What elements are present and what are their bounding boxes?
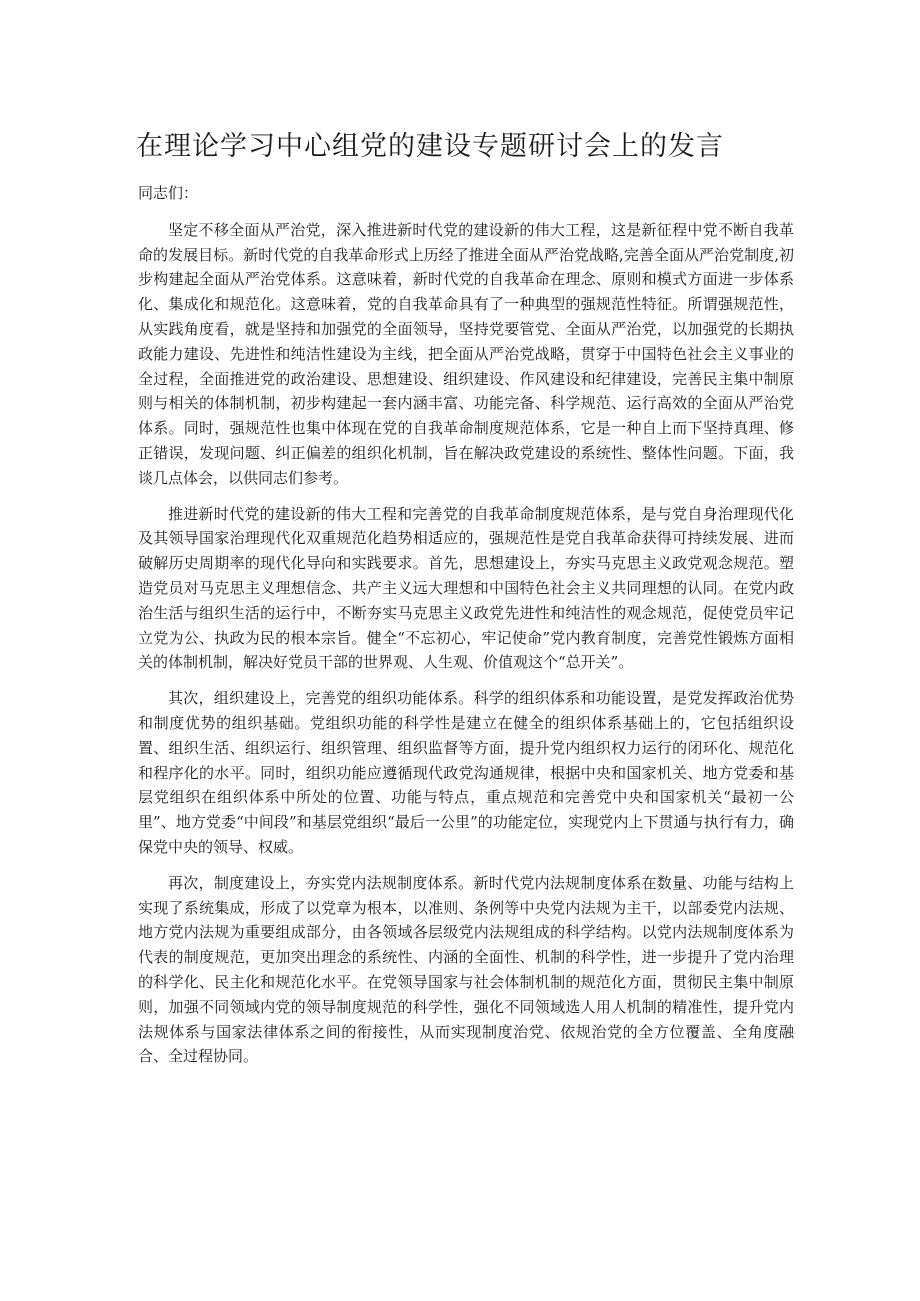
paragraph-3: 其次，组织建设上，完善党的组织功能体系。科学的组织体系和功能设置，是党发挥政治优势和制度优势的组织基础。党组织功能的科学性是建立在健全的组织体系基础上的，它包括组织设置、组织生活、组织运行、组织管理、组织监督等方面，提升党内组织权力运行的闭环化、规范化和程序化的水平。同时，组织功能应遵循现代政党沟通规律，根据中央和国家机关、地方党委和基层党组织在组织体系中所处的位置、功能与特点，重点规范和完善党中央和国家机关“最初一公里”、地方党委“中间段”和基层党组织“最后一公里”的功能定位，实现党内上下贯通与执行有力，确保党中央的领导、权威。 <box>138 689 794 856</box>
paragraph-1: 坚定不移全面从严治党，深入推进新时代党的建设新的伟大工程，这是新征程中党不断自我革命的发展目标。新时代党的自我革命形式上历经了推进全面从严治党战略,完善全面从严治党制度,初步构建起全面从严治党体系。这意味着，新时代党的自我革命在理念、原则和模式方面进一步体系化、集成化和规范化。这意味着，党的自我革命具有了一种典型的强规范性特征。所谓强规范性，从实践角度看，就是坚持和加强党的全面领导，坚持党要管党、全面从严治党，以加强党的长期执政能力建设、先进性和纯洁性建设为主线，把全面从严治党战略，贯穿于中国特色社会主义事业的全过程，全面推进党的政治建设、思想建设、组织建设、作风建设和纪律建设，完善民主集中制原则与相关的体制机制，初步构建起一套内涵丰富、功能完备、科学规范、运行高效的全面从严治党体系。同时，强规范性也集中体现在党的自我革命制度规范体系，它是一种自上而下坚持真理、修正错误，发现问题、纠正偏差的组织化机制，旨在解决政党建设的系统性、整体性问题。下面，我谈几点体会，以供同志们参考。 <box>138 220 794 487</box>
salutation: 同志们： <box>138 184 199 202</box>
paragraph-4: 再次，制度建设上，夯实党内法规制度体系。新时代党内法规制度体系在数量、功能与结构上实现了系统集成，形成了以党章为根本，以准则、条例等中央党内法规为主干，以部委党内法规、地方党内法规为重要组成部分，由各领域各层级党内法规组成的科学结构。以党内法规制度体系为代表的制度规范，更加突出理念的系统性、内涵的全面性、机制的科学性，进一步提升了党内治理的科学化、民主化和规范化水平。在党领导国家与社会体制机制的规范化方面，贯彻民主集中制原则，加强不同领域内党的领导制度规范的科学性，强化不同领域选人用人机制的精准性，提升党内法规体系与国家法律体系之间的衔接性，从而实现制度治党、依规治党的全方位覆盖、全角度融合、全过程协同。 <box>138 873 794 1066</box>
document-title: 在理论学习中心组党的建设专题研讨会上的发言 <box>136 131 724 162</box>
document-body <box>138 181 794 1080</box>
paragraph-2: 推进新时代党的建设新的伟大工程和完善党的自我革命制度规范体系，是与党自身治理现代化及其领导国家治理现代化双重规范化趋势相适应的，强规范性是党自我革命获得可持续发展、进而破解历史周期率的现代化导向和实践要求。首先，思想建设上，夯实马克思主义政党观念规范。塑造党员对马克思主义理想信念、共产主义远大理想和中国特色社会主义共同理想的认同。在党内政治生活与组织生活的运行中，不断夯实马克思主义政党先进性和纯洁性的观念规范，促使党员牢记立党为公、执政为民的根本宗旨。健全“不忘初心，牢记使命”党内教育制度，完善党性锻炼方面相关的体制机制，解决好党员干部的世界观、人生观、价值观这个“总开关”。 <box>138 504 794 672</box>
